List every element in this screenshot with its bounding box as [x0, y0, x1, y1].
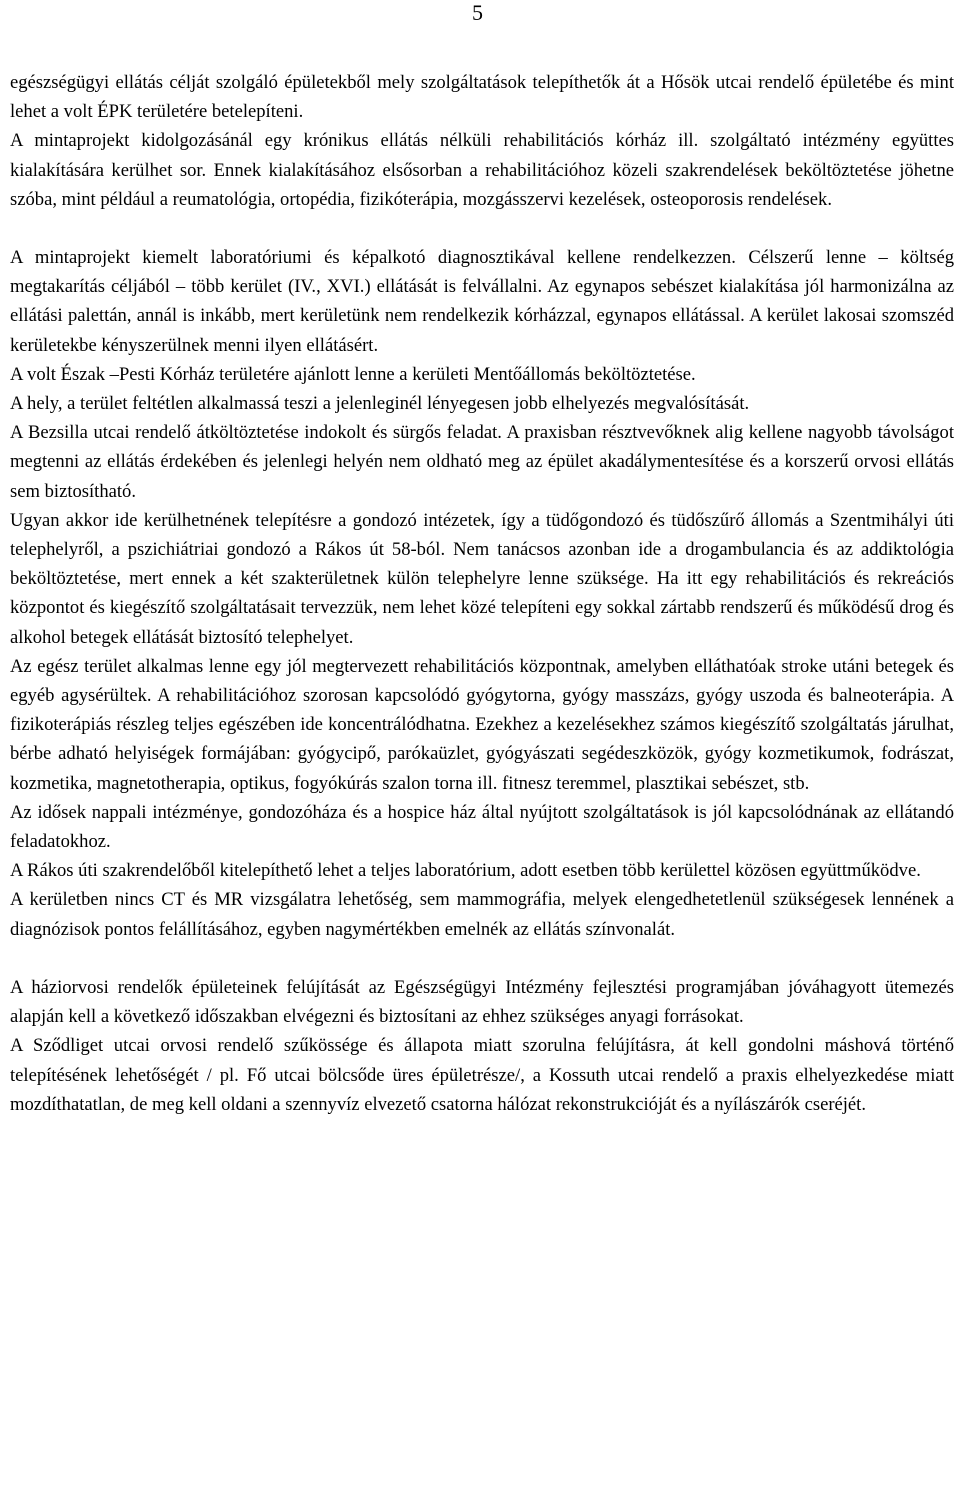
paragraph-haziorvos: A háziorvosi rendelők épületeinek felújítását az Egészségügyi Intézmény fejlesztési programjában jóváhagyott ütemezés alapján kell a következő időszakban elvégezni és biztosítani az ehhez szükséges anyagi forrásokat.	[10, 976, 954, 1028]
paragraph-gap	[10, 214, 954, 243]
paragraph-intro-continued: egészségügyi ellátás célját szolgáló épületekből mely szolgáltatások telepíthetők át a Hősök utcai rendelő épületébe és mint lehet a volt ÉPK területére betelepíteni.	[10, 72, 954, 123]
paragraph-ct-mr: A kerületben nincs CT és MR vizsgálatra lehetőség, sem mammográfia, melyek elengedhetetlenül szükségesek lennének a diagnózisok pontos felállításához, egyben nagymértékben emelnék az ellátás színvonalát.	[10, 889, 954, 940]
page-number: 5	[472, 0, 483, 25]
paragraph-gondozo: Ugyan akkor ide kerülhetnének telepítésre a gondozó intézetek, így a tüdőgondozó és tüdőszűrő állomás a Szentmihályi úti telephelyről, a pszichiátriai gondozó a Rákos út 58-ból. Nem tanácsos azonban ide a drogambulancia és az addiktológia beköltöztetése, mert ennek a két szakterületnek külön telephelyre lenne szüksége. Ha itt egy rehabilitációs és rekreációs központot és kiegészítő szolgáltatásait tervezzük, nem lehet közé telepíteni egy sokkal zártabb rendszerű és működésű drog és alkohol betegek ellátását biztosító telephelyet.	[10, 509, 954, 648]
paragraph-mentoallomas: A volt Észak –Pesti Kórház területére ajánlott lenne a kerületi Mentőállomás beköltöztetése.	[10, 363, 696, 385]
paragraph-location: A hely, a terület feltétlen alkalmassá teszi a jelenleginél lényegesen jobb elhelyezés megvalósítását.	[10, 393, 750, 415]
paragraph-mintaprojekt: A mintaprojekt kidolgozásánál egy krónikus ellátás nélküli rehabilitációs kórház ill. szolgáltató intézmény együttes kialakítására kerülhet sor. Ennek kialakításához elsősorban a rehabilitációhoz közeli szakrendelések beköltöztetése jöhetne szóba, mint például a reumatológia, ortopédia, fizikóterápia, mozgásszervi kezelések, osteoporosis rendelések.	[10, 130, 954, 210]
paragraph-rehabilitation-center: Az egész terület alkalmas lenne egy jól megtervezett rehabilitációs központnak, amelyben elláthatóak stroke utáni betegek és egyéb agysérültek. A rehabilitációhoz szorosan kapcsolódó gyógytorna, gyógy masszázs, gyógy uszoda és balneoterápia. A fizikoterápiás részleg teljes egészében ide koncentrálódhatna. Ezekhez a kezelésekhez számos kiegészítő szolgáltatás járulhat, bérbe adható helyiségek formájában: gyógycipő, parókaüzlet, gyógyászati segédeszközök, gyógy kozmetikumok, fodrászat, kozmetika, magnetotherapia, optikus, fogyókúrás szalon torna ill. fitnesz teremmel, plasztikai sebészet, stb.	[10, 655, 954, 794]
paragraph-laboratory: A mintaprojekt kiemelt laboratóriumi és képalkotó diagnosztikával kellene rendelkezzen. Célszerű lenne – költség megtakarítás céljából – több kerület (IV., XVI.) ellátását is felvállalni. Az egynapos sebészet kialakítása jól harmonizálna az ellátási palettán, annál is inkább, mert kerületünk nem rendelkezik kórházzal, egynapos ellátással. A kerület lakosai szomszéd kerületekbe kényszerülnek menni ilyen ellátásért.	[10, 247, 954, 356]
paragraph-szodliget: A Sződliget utcai orvosi rendelő szűkössége és állapota miatt szorulna felújításra, át kell gondolni máshová történő telepítésének lehetőségét / pl. Fő utcai bölcsőde üres épületrésze/, a Kossuth utcai rendelő a praxis elhelyezkedése miatt mozdíthatatlan, de meg kell oldani a szennyvíz elvezető csatorna hálózat rekonstrukcióját és a nyílászárók cseréjét.	[10, 1035, 954, 1115]
paragraph-elderly: Az idősek nappali intézménye, gondozóháza és a hospice ház által nyújtott szolgáltatások is jól kapcsolódnának az ellátandó feladatokhoz.	[10, 801, 954, 853]
paragraph-rakos: A Rákos úti szakrendelőből kitelepíthető lehet a teljes laboratórium, adott esetben több kerülettel közösen együttműködve.	[10, 860, 921, 882]
document-body	[10, 68, 954, 1119]
paragraph-gap	[10, 944, 954, 973]
paragraph-bezsilla: A Bezsilla utcai rendelő átköltöztetése indokolt és sürgős feladat. A praxisban résztvevőknek alig kellene nagyobb távolságot megtenni az ellátás érdekében és jelenlegi helyén nem oldható meg az épület akadálymentesítése és a korszerű orvosi ellátás sem biztosítható.	[10, 422, 954, 502]
